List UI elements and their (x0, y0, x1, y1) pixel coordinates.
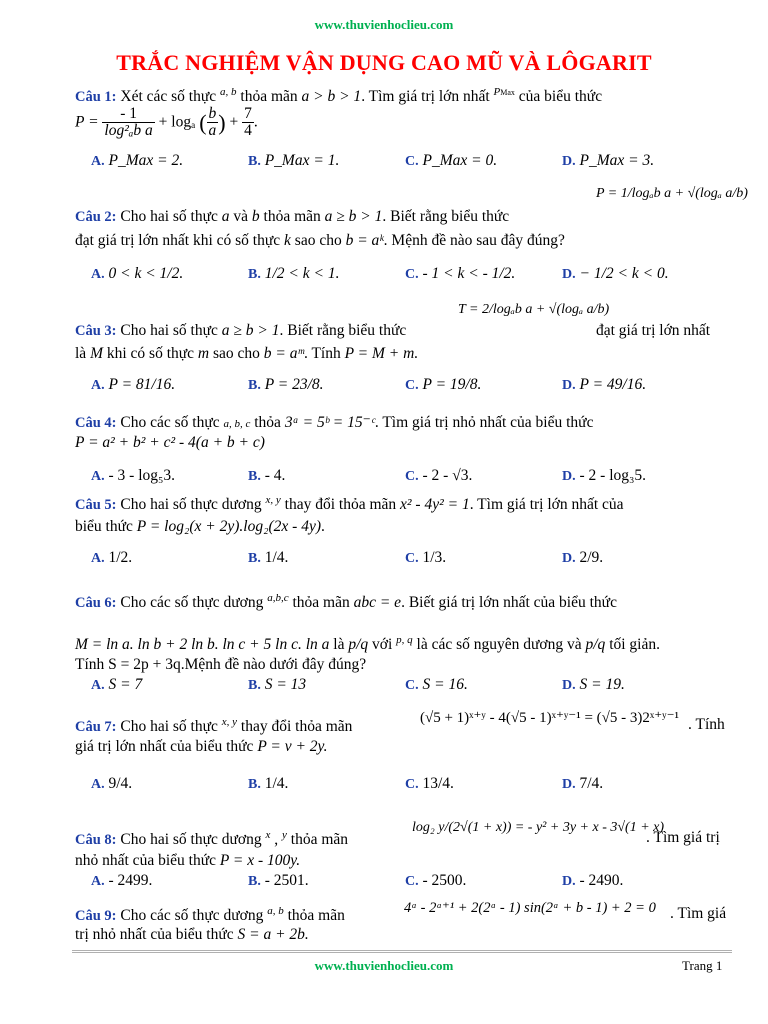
question-6-option-a[interactable]: A. S = 7 (91, 676, 143, 693)
question-7-option-d[interactable]: D. 7/4. (562, 775, 604, 792)
question-5-option-b[interactable]: B. 1/4. (248, 549, 289, 566)
question-2-option-a[interactable]: A. 0 < k < 1/2. (91, 265, 184, 282)
question-label: Câu 7: (75, 719, 117, 736)
question-9-line-2: trị nhỏ nhất của biểu thức S = a + 2b. (75, 926, 309, 943)
question-label: Câu 9: (75, 908, 117, 925)
question-5-line-2: biểu thức P = log₂(x + 2y).log₂(2x - 4y). (75, 518, 325, 535)
question-3-line-1-end: đạt giá trị lớn nhất (596, 322, 711, 339)
question-5-option-a[interactable]: A. 1/2. (91, 549, 133, 566)
footer-divider (72, 950, 732, 953)
question-7-option-c[interactable]: C. 13/4. (405, 775, 454, 792)
question-label: Câu 6: (75, 595, 117, 612)
question-5-option-c[interactable]: C. 1/3. (405, 549, 447, 566)
question-7-option-a[interactable]: A. 9/4. (91, 775, 133, 792)
question-8-option-b[interactable]: B. - 2501. (248, 872, 309, 889)
question-7-line-2: giá trị lớn nhất của biểu thức P = v + 2y. (75, 738, 328, 755)
question-3-line-2: là M khi có số thực m sao cho b = aᵐ. Tính P = M + m. (75, 345, 419, 362)
question-8-line-1: Câu 8: Cho hai số thực dương $^x$ , $^y$ thỏa mãn (75, 829, 349, 849)
question-4-option-b[interactable]: B. - 4. (248, 467, 286, 484)
question-label: Câu 1: (75, 89, 117, 106)
footer-website-link[interactable]: www.thuvienhoclieu.com (314, 958, 454, 973)
question-1-option-b[interactable]: B. P_Max = 1. (248, 152, 340, 169)
question-1-line-1: Câu 1: Xét các số thực $^{a, b}$ thỏa mãn a > b > 1. Tìm giá trị lớn nhất $^{PMax}$ của biểu thức (75, 86, 603, 106)
question-8-option-a[interactable]: A. - 2499. (91, 872, 153, 889)
page-number: Trang 1 (682, 958, 723, 973)
question-label: Câu 4: (75, 415, 117, 431)
question-6-line-1: Câu 6: Cho các số thực dương $^{a,b,c}$ thỏa mãn abc = e. Biết giá trị lớn nhất của biểu thức (75, 592, 617, 612)
question-1-option-c[interactable]: C. P_Max = 0. (405, 152, 498, 169)
question-4-line-1: Câu 4: Cho các số thực a, b, c thỏa 3ᵃ = 5ᵇ = 15⁻ᶜ. Tìm giá trị nhỏ nhất của biểu thức (75, 414, 594, 431)
question-2-line-1: Câu 2: Cho hai số thực a và b thỏa mãn a ≥ b > 1. Biết rằng biểu thức (75, 208, 510, 225)
question-3-option-b[interactable]: B. P = 23/8. (248, 376, 324, 393)
question-3-option-d[interactable]: D. P = 49/16. (562, 376, 647, 393)
question-8-option-d[interactable]: D. - 2490. (562, 872, 624, 889)
question-9-line-1: Câu 9: Cho các số thực dương $^{a, b}$ thỏa mãn (75, 905, 345, 925)
question-7-line-1-end: . Tính (688, 716, 725, 733)
question-6-line-2: M = ln a. ln b + 2 ln b. ln c + 5 ln c. ln a là p/q với $^{p, q}$ là các số nguyên dương và p/q tối giản. (75, 634, 660, 654)
question-6-option-c[interactable]: C. S = 16. (405, 676, 468, 693)
question-3-line-1: Câu 3: Cho hai số thực a ≥ b > 1. Biết rằng biểu thức (75, 322, 407, 339)
question-1-option-d[interactable]: D. P_Max = 3. (562, 152, 655, 169)
question-5-line-1: Câu 5: Cho hai số thực dương $^{x, y}$ thay đổi thỏa mãn x² - 4y² = 1. Tìm giá trị lớn nhất của (75, 494, 624, 514)
document-title: TRẮC NGHIỆM VẬN DỤNG CAO MŨ VÀ LÔGARIT (116, 50, 652, 75)
question-2-option-d[interactable]: D. − 1/2 < k < 0. (562, 265, 669, 282)
question-4-option-a[interactable]: A. - 3 - log₅3. (91, 467, 176, 484)
question-9-line-1-end: . Tìm giá (670, 905, 727, 922)
question-1-option-a[interactable]: A. P_Max = 2. (91, 152, 184, 169)
question-4-expression: P = a² + b² + c² - 4(a + b + c) (75, 434, 265, 451)
question-8-line-2: nhỏ nhất của biểu thức P = x - 100y. (75, 852, 301, 869)
question-2-expression: P = 1/logₐb a + √(logₐ a/b) (596, 186, 748, 201)
question-2-option-b[interactable]: B. 1/2 < k < 1. (248, 265, 340, 282)
question-7-condition: (√5 + 1)ˣ⁺ʸ - 4(√5 - 1)ˣ⁺ʸ⁻¹ = (√5 - 3)2ˣ⁺ʸ⁻¹ (420, 710, 680, 726)
question-2-line-2: đạt giá trị lớn nhất khi có số thực k sao cho b = aᵏ. Mệnh đề nào sau đây đúng? (75, 232, 565, 249)
question-6-option-b[interactable]: B. S = 13 (248, 676, 307, 693)
question-8-condition: log₂ y/(2√(1 + x)) = - y² + 3y + x - 3√(1 + x) (412, 820, 665, 835)
question-3-expression: T = 2/logₐb a + √(logₐ a/b) (458, 302, 610, 317)
question-7-option-b[interactable]: B. 1/4. (248, 775, 289, 792)
question-label: Câu 8: (75, 832, 117, 849)
question-3-option-c[interactable]: C. P = 19/8. (405, 376, 482, 393)
question-2-option-c[interactable]: C. - 1 < k < - 1/2. (405, 265, 516, 282)
question-7-line-1: Câu 7: Cho hai số thực $^{x, y}$ thay đổi thỏa mãn (75, 716, 353, 736)
question-label: Câu 2: (75, 209, 117, 225)
question-label: Câu 3: (75, 323, 117, 339)
question-8-option-c[interactable]: C. - 2500. (405, 872, 467, 889)
question-4-option-d[interactable]: D. - 2 - log₃5. (562, 467, 647, 484)
question-1-expression: P = $\frac{- 1}{\text{log²ₐb a}}$ + logₐ ( $\frac{b}{a}$ ) + $\frac{7}{4}$ . (75, 105, 258, 140)
question-5-option-d[interactable]: D. 2/9. (562, 549, 604, 566)
question-3-option-a[interactable]: A. P = 81/16. (91, 376, 176, 393)
question-9-condition: 4ᵃ - 2ᵃ⁺¹ + 2(2ᵃ - 1) sin(2ᵃ + b - 1) + 2 = 0 (404, 900, 656, 916)
header-website-link[interactable]: www.thuvienhoclieu.com (314, 17, 454, 32)
question-6-line-3: Tính S = 2p + 3q.Mệnh đề nào dưới đây đúng? (75, 656, 367, 673)
question-4-option-c[interactable]: C. - 2 - √3. (405, 467, 473, 484)
question-6-option-d[interactable]: D. S = 19. (562, 676, 625, 693)
question-8-line-1-end: . Tìm giá trị (646, 829, 720, 846)
question-label: Câu 5: (75, 497, 117, 514)
